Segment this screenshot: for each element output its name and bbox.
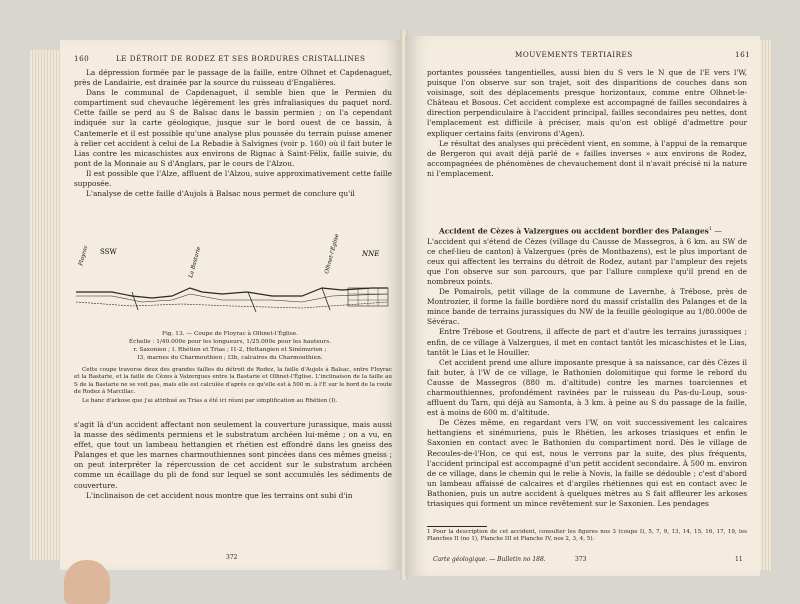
right-text-top xyxy=(427,68,747,179)
section-heading: Accident de Cèzes à Valzergues ou accident bordier des Palanges xyxy=(439,226,709,236)
figure-caption-legend: r. Saxonien ; I. Rhétien et Trias ; I1-2, Hettangien et Sinémurien ; xyxy=(133,347,327,353)
paragraph: s'agit là d'un accident affectant non seulement la couverture jurassique, mais aussi la masse des sédiments permiens et le substratum archéen lui-même ; on a vu, en effet, que tout un lambeau hettangien et rhétien est effondré dans les gneiss des Palanges et que les marnes charmouthiennes sont pincées dans ces mêmes gneiss ; on peut interpréter la répercussion de cet accident sur le substratum archéen comme un écaillage du pli de fond sur lequel se sont accumulés les sédiments de couverture. xyxy=(74,420,392,490)
right-footer-center: 373 xyxy=(575,556,587,563)
figure-caption-legend: I3, marnes du Charmouthien ; I3b, calcaires du Charmouthien. xyxy=(137,355,323,361)
right-page-number: 161 xyxy=(735,50,751,59)
paragraph: portantes poussées tangentielles, aussi bien du S vers le N que de l'E vers l'W, puisque l'on observe sur son trajet, soit des disparitions de couches dans son voisinage, soit des déplacements presque horizontaux, comme entre Olhnet-le-Château et Bosous. Cet accident complexe est accompagné de failles secondaires à direction perpendiculaire à l'accident principal, failles secondaires peu nettes, dont l'emplacement est difficile à préciser, mais qu'on est obligé d'admettre pour expliquer certains faits (environs d'Agen). xyxy=(427,68,747,138)
figure-label-la-bastarie: La Bastarie xyxy=(188,246,203,279)
left-page xyxy=(60,40,403,570)
paragraph: Cet accident prend une allure imposante presque à sa naissance, car dès Cèzes il fait buter, à l'W de ce village, le Bathonien dolomitique qui forme le rebord du Causse de Massegros (880 m. d'altitude) contre les marnes toarciennes et charmouthiennes, profondément ravinées par le ruisseau du Pas-du-Loup, sous-affluent du Tarn, qui déjà au Samonta, à 3 km. à peine au S du passage de la faille, est à moins de 600 m. d'altitude. xyxy=(427,357,747,418)
thumb-holding-book xyxy=(64,560,110,604)
left-page-number: 160 xyxy=(74,54,90,63)
paragraph: De Cèzes même, en regardant vers l'W, on voit successivement les calcaires hettangiens et sinémuriens, puis le Rhétien, les arkoses triasiques et enfin le Saxonien en contact avec le Bathonien du compartiment nord. Dès le village de Recoules-de-l'Hon, ce qui est, nous le verrons par la suite, des plus fréquents, l'accident principal est accompagné d'un petit accident secondaire. À 500 m. environ de ce village, dans le chemin qui le relie à Novis, la faille se dédouble ; c'est d'abord un lambeau affaissé de calcaires et d'argiles rhétiennes qui est en contact avec le Bathonien, puis un autre accident à quelques mètres au S fait affleurer les arkoses triasiques qui forment un mince revêtement sur le Saxonien. Les pendages xyxy=(427,418,747,508)
paragraph: Dans le communal de Capdenaguet, il semble bien que le Permien du compartiment sud chevauche légèrement les grès infraliasiques du paquet nord. Cette faille se perd au S de Balsac dans le bassin permien ; on l'a cependant indiquée sur la carte géologique, jusque sur le bord ouest de ce bassin, à Cantemerle et il est possible qu'une analyse plus poussée du terrain puisse amener à relier cet accident à celui de La Rebadie à Salvignes (voir p. 160) où il fait buter le Lias contre les micaschistes aux environs de Rignac à Saint-Félix, faille suivie, du pont de la Monnaie au S d'Anglars, par le cours de l'Alzou. xyxy=(74,88,392,168)
paragraph: Le résultat des analyses qui précèdent vient, en somme, à l'appui de la remarque de Bergeron qui avait déjà parlé de « failles inverses » aux environs de Rodez, accompagnées de phénomènes de chevauchement dont il n'avait précisé ni la nature ni l'emplacement. xyxy=(427,138,747,178)
paragraph: Il est possible que l'Alze, affluent de l'Alzou, suive approximativement cette faille supposée. xyxy=(74,168,392,189)
figure-label-floyrac: Floyrac xyxy=(78,244,90,267)
figure-explanation xyxy=(74,367,392,406)
figure-caption xyxy=(80,330,380,362)
figure-caption-scale: Échelle : 1/40.000e pour les longueurs, 1/25.000e pour les hauteurs. xyxy=(128,339,332,345)
figure-label-ssw: SSW xyxy=(100,248,117,256)
left-running-head: LE DÉTROIT DE RODEZ ET SES BORDURES CRISTALLINES xyxy=(116,54,366,63)
figure-label-nne: NNE xyxy=(362,250,380,258)
small-paragraph: Le banc d'arkose que j'ai attribué au Trias a été ici réuni par simplification au Rhétien (I). xyxy=(82,397,338,404)
paragraph: L'inclinaison de cet accident nous montre que les terrains ont subi d'in xyxy=(86,490,353,500)
geological-cross-section-figure xyxy=(72,226,392,326)
figure-label-olhnet: Olhnet-l'Église xyxy=(324,233,341,275)
right-footer-left: Carte géologique. — Bulletin no 188. xyxy=(433,556,546,563)
paragraph: L'analyse de cette faille d'Aujols à Balsac nous permet de conclure qu'il xyxy=(86,189,355,199)
right-text-section: Accident de Cèzes à Valzergues ou accident bordier des Palanges$^1$ — L'accident qui s'étend de Cèzes (village du Causse de Massegros, à 6 km. au SW de ce chef-lieu de canton) à Valzergues (près de Montbazens), est le plus important de ceux qui affectent les terrains du détroit de Rodez, autant par l'ampleur des rejets que l'on observe sur son parcours, que par l'allure complexe qu'il prend en de nombreux points. De Pomairols, petit village de la commune de Lavernhe, à Trébose, près de Montrozier, il forme la faille bordière nord du massif cristallin des Palanges et de la mince bande de terrains jurassiques du NW de la feuille géologique au 1/80.000e de Sévérac. Entre Trébose et Goutrens, il affecte de part et d'autre les terrains jurassiques ; enfin, de ce village à Valzergues, il met en contact tantôt les micaschistes et le Lias, tantôt le Lias et le Houiller. Cet accident prend une allure imposante presque à sa naissance, car dès Cèzes il fait buter, à l'W de ce village, le Bathonien dolomitique qui forme le rebord du Causse de Massegros (880 m. d'altitude) contre les marnes toarciennes et charmouthiennes, profondément ravinées par le ruisseau du Pas-du-Loup, sous-affluent du Tarn, qui déjà au Samonta, à 3 km. à peine au S du passage de la faille, est à moins de 600 m. d'altitude. De Cèzes même, en regardant vers l'W, on voit successivement les calcaires hettangiens et sinémuriens, puis le Rhétien, les arkoses triasiques et enfin le Saxonien en contact avec le Bathonien du compartiment nord. Dès le village de Recoules-de-l'Hon, ce qui est, nous le verrons par la suite, des plus fréquents, l'accident principal est accompagné d'un petit accident secondaire. À 500 m. environ de ce village, dans le chemin qui le relie à Novis, la faille se dédouble ; c'est d'abord un lambeau affaissé de calcaires et d'argiles rhétiennes qui est en contact avec le Bathonien, puis un autre accident à quelques mètres au S fait affleurer les arkoses triasiques qui forment un mince revêtement sur le Saxonien. Les pendages xyxy=(427,226,747,508)
right-footer-right: 11 xyxy=(735,556,743,563)
paragraph: L'accident qui s'étend de Cèzes (village du Causse de Massegros, à 6 km. au SW de ce chef-lieu de canton) à Valzergues (près de Montbazens), est le plus important de ceux qui affectent les terrains du détroit de Rodez, autant par l'ampleur des rejets que l'on observe sur son parcours, que par l'allure complexe qu'il prend en de nombreux points. xyxy=(427,236,747,286)
small-paragraph: Cette coupe traverse deux des grandes failles du détroit de Rodez, la faille d'Aujols à Balsac, entre Floyrac et la Bastarie, et la faille de Cèzes à Valzergues entre la Bastarie et Olhnet-l'Église. L'inclinaison de la faille au S de la Bastarie ne se voit pas, mais elle est calculée d'après ce qu'elle est à 500 m. à l'E sur le bord de la route de Rodez à Marcillac. xyxy=(74,367,392,396)
paragraph: Entre Trébose et Goutrens, il affecte de part et d'autre les terrains jurassiques ; enfin, de ce village à Valzergues, il met en contact tantôt les micaschistes et le Lias, tantôt le Lias et le Houiller. xyxy=(427,327,747,357)
book-page-edges-left xyxy=(30,50,62,560)
paragraph: De Pomairols, petit village de la commune de Lavernhe, à Trébose, près de Montrozier, il forme la faille bordière nord du massif cristallin des Palanges et de la mince bande de terrains jurassiques du NW de la feuille géologique au 1/80.000e de Sévérac. xyxy=(427,287,747,327)
right-running-head: MOUVEMENTS TERTIAIRES xyxy=(515,50,633,59)
footnote-rule xyxy=(427,526,487,527)
footnote: 1 Pour la description de cet accident, consulter les figures nos 3 (coupe I), 5, 7, 9, 13, 14, 15, 16, 17, 19, les Planches II (no 1), Planche III et Planche IV, nos 2, 3, 4, 5). xyxy=(427,529,747,543)
paragraph: La dépression formée par le passage de la faille, entre Olhnet et Capdenaguet, près de Landairie, est drainée par la source du ruisseau d'Engalières. xyxy=(74,68,392,88)
left-text-bottom xyxy=(74,420,392,501)
book-page-edges-right xyxy=(760,40,772,570)
left-text-top xyxy=(74,68,392,199)
figure-caption-title: Fig. 13. — Coupe de Floyrac à Olhnet-l'Église. xyxy=(162,331,298,337)
right-page xyxy=(405,36,760,576)
left-page-footer: 372 xyxy=(226,554,238,561)
